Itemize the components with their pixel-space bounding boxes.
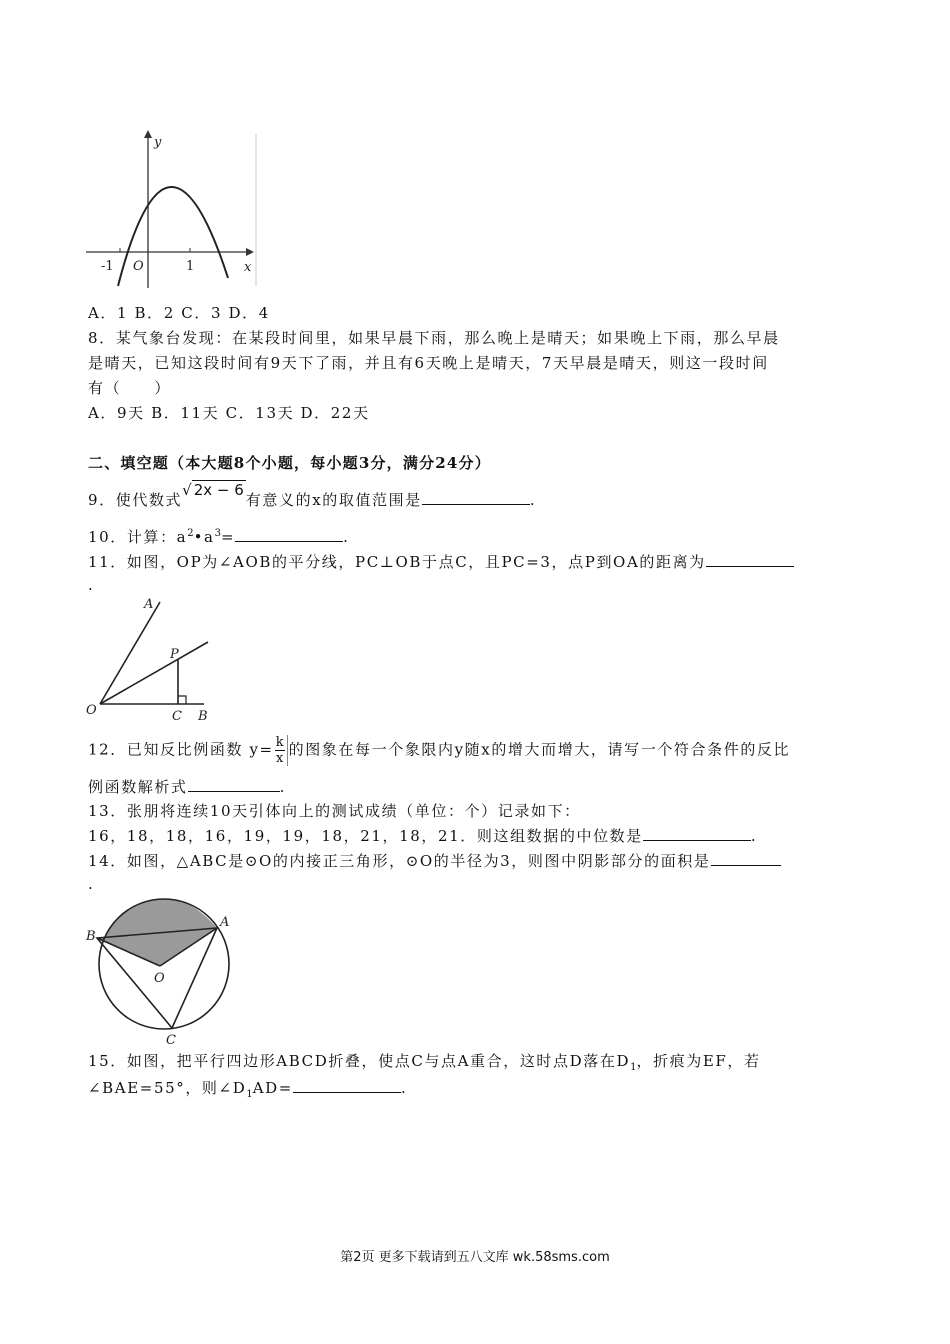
- x-axis-arrow: [246, 248, 254, 256]
- label-B: B: [86, 929, 96, 944]
- q12: 12．已知反比例函数 y= $\frac{k}{x}$ 的图象在每一个象限内y随x的增大而增大，请写一个符合条件的反比: [88, 735, 791, 766]
- circle-triangle-figure: [84, 898, 244, 1048]
- q8-line2: 是晴天，已知这段时间有9天下了雨，并且有6天晚上是晴天，7天早晨是晴天，则这一段时间: [88, 354, 769, 372]
- tick-pos-label: 1: [186, 259, 195, 274]
- q9-suffix: 有意义的x的取值范围是: [245, 491, 422, 509]
- label-A: A: [220, 915, 230, 930]
- q14-answer-blank[interactable]: [711, 851, 781, 866]
- label-O: O: [154, 971, 165, 986]
- q15-line2: ∠BAE=55°，则$\angle D_1AD=$ .: [88, 1079, 408, 1100]
- page-footer: 第2页 更多下载请到五八文库 wk.58sms.com: [340, 1250, 610, 1265]
- label-P: P: [170, 647, 179, 662]
- origin-label: O: [133, 259, 144, 274]
- q13-line1: 13．张朋将连续10天引体向上的测试成绩（单位：个）记录如下：: [88, 802, 581, 820]
- parabola-figure: [84, 128, 264, 290]
- q15-line1: 15．如图，把平行四边形ABCD折叠，使点C与点A重合，这时点D落在$D_1$，折痕为EF，若: [88, 1052, 761, 1073]
- q13-line2: 16，18，18，16，19，19，18，21，18，21．则这组数据的中位数是 .: [88, 827, 758, 845]
- q13-answer-blank[interactable]: [643, 826, 751, 841]
- label-C: C: [172, 709, 182, 724]
- section2-title: 二、填空题（本大题8个小题，每小题3分，满分24分）: [88, 454, 491, 472]
- y-label: y: [154, 135, 162, 150]
- label-C: C: [166, 1033, 176, 1048]
- q9-prefix: 9．使代数式: [88, 491, 183, 509]
- q12-line2: 例函数解析式 .: [88, 778, 286, 796]
- label-B: B: [198, 709, 208, 724]
- q14-end: .: [88, 875, 95, 893]
- q9-answer-blank[interactable]: [422, 490, 530, 505]
- q11: 11．如图，OP为∠AOB的平分线，PC⊥OB于点C，且PC=3，点P到OA的距离为: [88, 551, 794, 572]
- q7-options: A．1 B．2 C．3 D．4: [88, 304, 270, 322]
- tick-neg-label: -1: [101, 259, 114, 274]
- label-O: O: [86, 703, 97, 718]
- q8-line3: 有（ ）: [88, 379, 172, 397]
- right-angle-mark: [178, 696, 186, 704]
- ray-OP: [100, 642, 208, 704]
- q15-answer-blank[interactable]: [293, 1078, 401, 1093]
- sqrt-expression: √ 2x − 6: [182, 481, 244, 499]
- q8-options: A．9天 B．11天 C．13天 D．22天: [88, 404, 370, 422]
- y-axis-arrow: [144, 130, 152, 138]
- q11-answer-blank[interactable]: [706, 552, 794, 567]
- q12-answer-blank[interactable]: [188, 777, 280, 792]
- q11-end: .: [88, 576, 95, 594]
- q9: 9．使代数式√ 2x − 6有意义的x的取值范围是 .: [88, 481, 537, 509]
- q8-line1: 8．某气象台发现：在某段时间里，如果早晨下雨，那么晚上是晴天；如果晚上下雨，那么早晨: [88, 329, 780, 347]
- label-A: A: [144, 597, 154, 612]
- q14: 14．如图，△ABC是⊙O的内接正三角形，⊙O的半径为3，则图中阴影部分的面积是: [88, 850, 781, 871]
- ray-OA: [100, 602, 160, 704]
- q10-answer-blank[interactable]: [235, 527, 343, 542]
- q9-radicand: 2x − 6: [193, 481, 244, 499]
- angle-bisector-figure: [84, 592, 224, 726]
- q10: 10．计算：$a^2•a^3=$ .: [88, 528, 350, 546]
- fraction-k-over-x: $\frac{k}{x}$: [275, 735, 288, 766]
- x-label: x: [244, 260, 252, 275]
